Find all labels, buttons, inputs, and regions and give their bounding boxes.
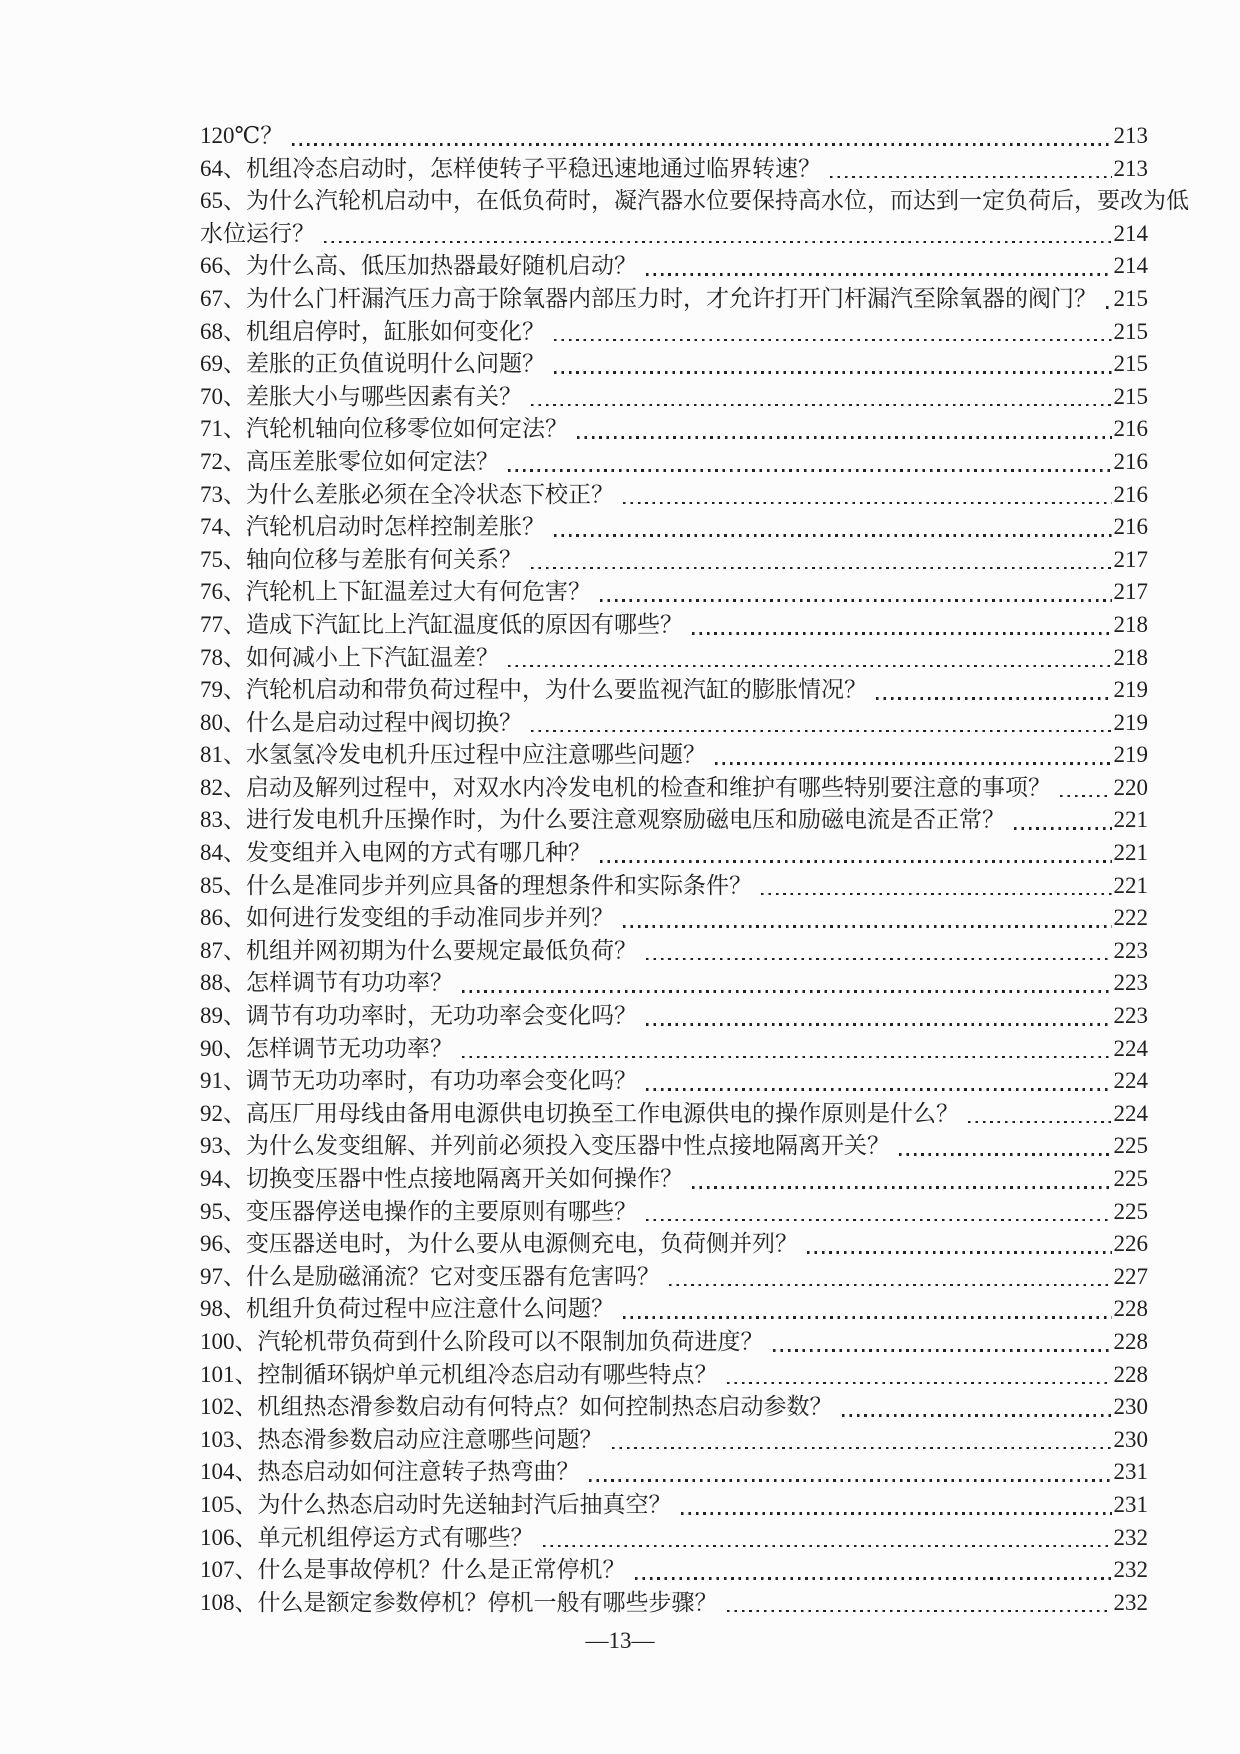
toc-entry-row — [200, 870, 1148, 903]
toc-entry-row — [200, 544, 1148, 577]
toc-entry-row — [200, 218, 1148, 251]
toc-entry-row — [200, 837, 1148, 870]
dot-leader — [614, 479, 1114, 512]
toc-entry-page-number: 224 — [1113, 1035, 1148, 1061]
dot-leader — [752, 870, 1114, 903]
toc-entry-text: 65、为什么汽轮机启动中，在低负荷时，凝汽器水位要保持高水位，而达到一定负荷后，要改为低 — [200, 188, 1189, 214]
toc-entry-text: 74、汽轮机启动时怎样控制差胀？ — [200, 514, 545, 540]
toc-entry-text: 78、如何减小上下汽缸温差？ — [200, 644, 499, 670]
dot-leader — [821, 153, 1114, 186]
toc-entry-text: 100、汽轮机带负荷到什么阶段可以不限制加负荷进度？ — [200, 1328, 764, 1354]
toc-entry-row — [200, 1000, 1148, 1033]
toc-entry-page-number: 219 — [1113, 677, 1148, 703]
dot-leader — [315, 218, 1114, 251]
toc-entry-page-number: 217 — [1113, 579, 1148, 605]
dot-leader — [1097, 283, 1114, 316]
toc-entry-row — [200, 772, 1148, 805]
toc-entry-row — [200, 1261, 1148, 1294]
toc-entry-text: 103、热态滑参数启动应注意哪些问题？ — [200, 1426, 603, 1452]
toc-entry-text: 94、切换变压器中性点接地隔离开关如何操作？ — [200, 1166, 683, 1191]
toc-entry-row — [200, 1033, 1148, 1066]
toc-entry-text: 84、发变组并入电网的方式有哪几种？ — [200, 840, 591, 866]
toc-entry-page-number: 230 — [1113, 1394, 1148, 1420]
dot-leader — [580, 1456, 1114, 1489]
toc-entry-row — [200, 1391, 1148, 1424]
dot-leader — [683, 1163, 1114, 1196]
toc-entry-page-number: 225 — [1113, 1166, 1148, 1191]
toc-entry-text: 68、机组启停时，缸胀如何变化？ — [200, 318, 545, 344]
dot-leader — [867, 674, 1114, 707]
dot-leader — [637, 1065, 1114, 1098]
toc-entry-page-number: 225 — [1113, 1198, 1148, 1224]
toc-entry-text: 85、什么是准同步并列应具备的理想条件和实际条件？ — [200, 872, 752, 898]
toc-entry-text: 71、汽轮机轴向位移零位如何定法？ — [200, 416, 568, 442]
toc-entry-text: 76、汽轮机上下缸温差过大有何危害？ — [200, 579, 591, 605]
toc-entry-row — [200, 153, 1148, 186]
toc-entry-text: 107、什么是事故停机？什么是正常停机？ — [200, 1557, 626, 1583]
toc-entry-row — [200, 1587, 1148, 1620]
toc-entry-row — [200, 446, 1148, 479]
dot-leader — [283, 120, 1113, 153]
toc-entry-row — [200, 707, 1148, 740]
toc-entry-row — [200, 1554, 1148, 1587]
toc-entry-row — [200, 674, 1148, 707]
dot-leader — [637, 1000, 1114, 1033]
toc-entry-text: 104、热态启动如何注意转子热弯曲？ — [200, 1459, 580, 1485]
toc-entry-row — [200, 935, 1148, 968]
dot-leader — [718, 1359, 1114, 1392]
toc-entry-page-number: 220 — [1113, 774, 1148, 800]
dot-leader — [453, 1033, 1114, 1066]
toc-entry-page-number: 228 — [1113, 1328, 1148, 1354]
toc-entry-text: 91、调节无功功率时，有功功率会变化吗？ — [200, 1068, 637, 1094]
toc-entry-page-number: 222 — [1113, 905, 1148, 931]
dot-leader — [591, 576, 1114, 609]
dot-leader — [959, 1098, 1114, 1131]
toc-entry-page-number: 218 — [1113, 644, 1148, 670]
toc-entry-row — [200, 804, 1148, 837]
toc-entry-row — [200, 250, 1148, 283]
dot-leader — [522, 707, 1114, 740]
toc-entry-text: 83、进行发电机升压操作时，为什么要注意观察励磁电压和励磁电流是否正常？ — [200, 807, 1005, 833]
toc-entry-page-number: 214 — [1113, 253, 1148, 279]
toc-entry-row — [200, 348, 1148, 381]
toc-entry-page-number: 216 — [1113, 481, 1148, 507]
toc-entry-text: 69、差胀的正负值说明什么问题？ — [200, 351, 545, 377]
toc-entry-row — [200, 1065, 1148, 1098]
dot-leader — [614, 1293, 1114, 1326]
toc-entry-text: 77、造成下汽缸比上汽缸温度低的原因有哪些？ — [200, 611, 683, 637]
toc-entry-page-number: 219 — [1113, 742, 1148, 768]
dot-leader — [591, 837, 1114, 870]
toc-entry-text: 75、轴向位移与差胀有何关系？ — [200, 546, 522, 572]
toc-entry-row — [200, 1293, 1148, 1326]
toc-entry-page-number: 232 — [1113, 1524, 1148, 1550]
toc-entry-page-number: 227 — [1113, 1263, 1148, 1289]
toc-entry-text: 79、汽轮机启动和带负荷过程中，为什么要监视汽缸的膨胀情况？ — [200, 677, 867, 703]
dot-leader — [890, 1130, 1114, 1163]
toc-entry-row — [200, 967, 1148, 1000]
dot-leader — [798, 1228, 1114, 1261]
toc-entry-page-number: 221 — [1113, 807, 1148, 833]
toc-entry-page-number: 228 — [1113, 1296, 1148, 1322]
toc-entry-row — [200, 1228, 1148, 1261]
toc-entry-page-number: 223 — [1113, 970, 1148, 996]
toc-entry-text: 86、如何进行发变组的手动准同步并列？ — [200, 905, 614, 931]
dot-leader — [499, 446, 1114, 479]
toc-entry-page-number: 221 — [1113, 872, 1148, 898]
toc-entry-text: 98、机组升负荷过程中应注意什么问题？ — [200, 1296, 614, 1322]
toc-entry-text: 80、什么是启动过程中阀切换？ — [200, 709, 522, 735]
dot-leader — [1051, 772, 1114, 805]
toc-entry-page-number: 223 — [1113, 1003, 1148, 1029]
toc-entry-row — [200, 642, 1148, 675]
toc-entry-row — [200, 1522, 1148, 1555]
toc-list — [200, 120, 1189, 1619]
toc-entry-text: 89、调节有功功率时，无功功率会变化吗？ — [200, 1003, 637, 1029]
toc-entry-text: 105、为什么热态启动时先送轴封汽后抽真空？ — [200, 1491, 672, 1517]
toc-entry-page-number: 230 — [1113, 1426, 1148, 1452]
toc-entry-text: 67、为什么门杆漏汽压力高于除氧器内部压力时，才允许打开门杆漏汽至除氧器的阀门？ — [200, 285, 1097, 311]
toc-entry-page-number: 215 — [1113, 318, 1148, 344]
dot-leader — [637, 1196, 1114, 1229]
toc-entry-row — [200, 479, 1148, 512]
dot-leader — [718, 1587, 1114, 1620]
dot-leader — [626, 1554, 1114, 1587]
toc-entry-row — [200, 185, 1189, 218]
toc-entry-text: 92、高压厂用母线由备用电源供电切换至工作电源供电的操作原则是什么？ — [200, 1100, 959, 1126]
toc-entry-text: 水位运行？ — [200, 220, 315, 246]
toc-entry-row — [200, 1456, 1148, 1489]
dot-leader — [637, 250, 1114, 283]
toc-entry-text: 87、机组并网初期为什么要规定最低负荷？ — [200, 937, 637, 963]
toc-entry-page-number: 215 — [1113, 285, 1148, 311]
toc-entry-text: 82、启动及解列过程中，对双水内冷发电机的检查和维护有哪些特别要注意的事项？ — [200, 774, 1051, 800]
toc-entry-page-number: 223 — [1113, 937, 1148, 963]
toc-entry-text: 108、什么是额定参数停机？停机一般有哪些步骤？ — [200, 1589, 718, 1615]
toc-entry-row — [200, 120, 1148, 153]
toc-entry-text: 106、单元机组停运方式有哪些？ — [200, 1524, 534, 1550]
toc-entry-row — [200, 283, 1148, 316]
toc-entry-page-number: 225 — [1113, 1133, 1148, 1159]
toc-entry-row — [200, 609, 1148, 642]
dot-leader — [499, 642, 1114, 675]
dot-leader — [545, 348, 1114, 381]
toc-entry-page-number: 224 — [1113, 1100, 1148, 1126]
dot-leader — [534, 1522, 1114, 1555]
toc-entry-page-number: 221 — [1113, 840, 1148, 866]
dot-leader — [522, 381, 1114, 414]
toc-entry-page-number: 232 — [1113, 1557, 1148, 1583]
toc-entry-text: 81、水氢氢冷发电机升压过程中应注意哪些问题？ — [200, 742, 706, 768]
toc-entry-page-number: 216 — [1113, 416, 1148, 442]
toc-entry-page-number: 219 — [1113, 709, 1148, 735]
toc-entry-page-number: 231 — [1113, 1459, 1148, 1485]
dot-leader — [545, 316, 1114, 349]
dot-leader — [660, 1261, 1114, 1294]
dot-leader — [545, 511, 1114, 544]
dot-leader — [614, 902, 1114, 935]
dot-leader — [453, 967, 1114, 1000]
toc-entry-text: 70、差胀大小与哪些因素有关？ — [200, 383, 522, 409]
toc-entry-row — [200, 1424, 1148, 1457]
toc-entry-text: 95、变压器停送电操作的主要原则有哪些？ — [200, 1198, 637, 1224]
toc-entry-text: 101、控制循环锅炉单元机组冷态启动有哪些特点？ — [200, 1361, 718, 1387]
toc-entry-row — [200, 413, 1148, 446]
page-number-footer: —13— — [585, 1628, 655, 1653]
toc-entry-page-number: 216 — [1113, 448, 1148, 474]
toc-entry-row — [200, 1196, 1148, 1229]
toc-entry-text: 64、机组冷态启动时，怎样使转子平稳迅速地通过临界转速？ — [200, 155, 821, 181]
toc-entry-text: 73、为什么差胀必须在全冷状态下校正？ — [200, 481, 614, 507]
toc-entry-page-number: 226 — [1113, 1231, 1148, 1257]
toc-entry-text: 97、什么是励磁涌流？它对变压器有危害吗？ — [200, 1263, 660, 1289]
dot-leader — [568, 413, 1114, 446]
toc-entry-row — [200, 1326, 1148, 1359]
toc-entry-text: 102、机组热态滑参数启动有何特点？如何控制热态启动参数？ — [200, 1394, 833, 1420]
toc-entry-row — [200, 1130, 1148, 1163]
toc-entry-text: 93、为什么发变组解、并列前必须投入变压器中性点接地隔离开关？ — [200, 1133, 890, 1159]
dot-leader — [833, 1391, 1114, 1424]
toc-entry-page-number: 214 — [1113, 220, 1148, 246]
toc-entry-row — [200, 902, 1148, 935]
toc-entry-row — [200, 739, 1148, 772]
toc-entry-row — [200, 1163, 1148, 1196]
toc-entry-page-number: 232 — [1113, 1589, 1148, 1615]
toc-entry-page-number: 213 — [1113, 155, 1148, 181]
toc-entry-page-number: 216 — [1113, 514, 1148, 540]
toc-entry-page-number: 224 — [1113, 1068, 1148, 1094]
toc-entry-text: 96、变压器送电时，为什么要从电源侧充电，负荷侧并列？ — [200, 1231, 798, 1257]
dot-leader — [683, 609, 1114, 642]
toc-entry-row — [200, 511, 1148, 544]
toc-entry-row — [200, 1489, 1148, 1522]
toc-entry-text: 66、为什么高、低压加热器最好随机启动？ — [200, 253, 637, 279]
toc-entry-page-number: 217 — [1113, 546, 1148, 572]
toc-entry-row — [200, 316, 1148, 349]
toc-entry-page-number: 215 — [1113, 383, 1148, 409]
toc-entry-text: 72、高压差胀零位如何定法？ — [200, 448, 499, 474]
dot-leader — [672, 1489, 1114, 1522]
toc-entry-text: 90、怎样调节无功功率？ — [200, 1035, 453, 1061]
dot-leader — [522, 544, 1114, 577]
toc-entry-page-number: 213 — [1113, 123, 1148, 148]
toc-entry-text: 88、怎样调节有功功率？ — [200, 970, 453, 996]
toc-entry-row — [200, 1098, 1148, 1131]
toc-entry-page-number: 215 — [1113, 351, 1148, 377]
dot-leader — [1005, 804, 1114, 837]
toc-entry-page-number: 218 — [1113, 611, 1148, 637]
toc-entry-text: 120℃？ — [200, 123, 284, 148]
toc-entry-page-number: 228 — [1113, 1361, 1148, 1387]
dot-leader — [637, 935, 1114, 968]
dot-leader — [706, 739, 1114, 772]
dot-leader — [603, 1424, 1114, 1457]
toc-entry-page-number: 231 — [1113, 1491, 1148, 1517]
toc-entry-row — [200, 381, 1148, 414]
toc-entry-row — [200, 576, 1148, 609]
toc-entry-row — [200, 1359, 1148, 1392]
dot-leader — [764, 1326, 1114, 1359]
